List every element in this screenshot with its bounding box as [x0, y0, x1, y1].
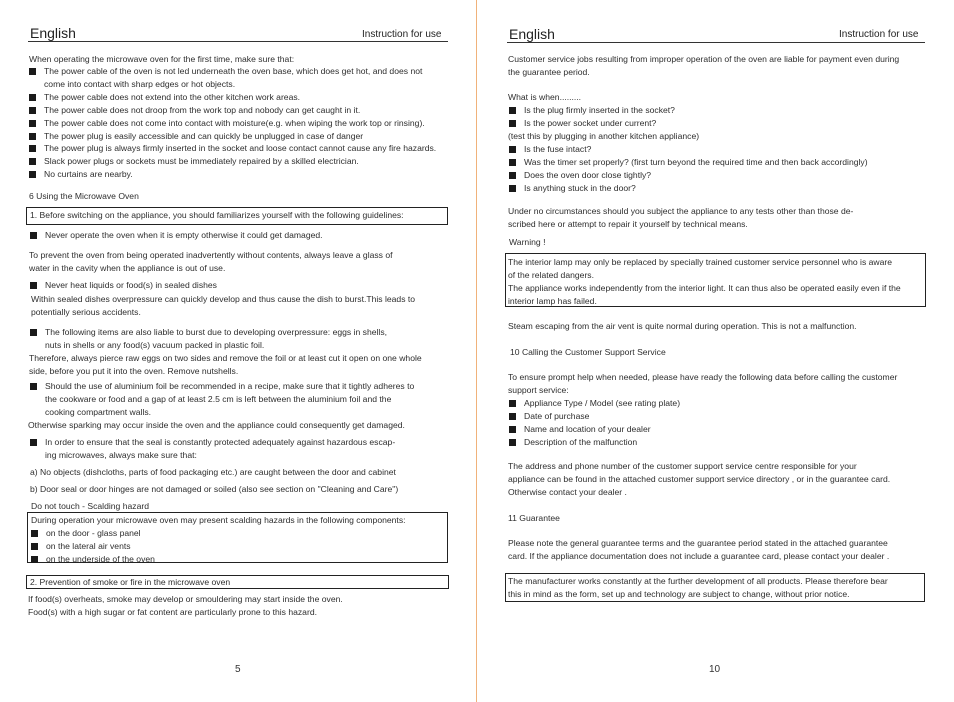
test-note: (test this by plugging in another kitchen appliance) [508, 131, 700, 141]
box-before-switching-text: 1. Before switching on the appliance, you should familiarizes yourself with the following guidelines: [30, 210, 404, 220]
list-item: The power plug is always firmly inserted in the socket and loose contact cannot cause any fire hazards. [29, 142, 436, 155]
bullet-square-icon [30, 282, 37, 289]
list-item: Was the timer set properly? (first turn beyond the required time and then back accordingly) [509, 156, 868, 169]
list-item: on the lateral air vents [31, 540, 444, 553]
warning-label: Warning ! [509, 237, 546, 247]
bullet-square-icon [31, 543, 38, 550]
bullet-square-icon [29, 158, 36, 165]
list-item: The power cable does not come into contact with moisture(e.g. when wiping the work top or rinsing). [29, 117, 436, 130]
manufacturer-box [505, 573, 925, 602]
no-tests-text: Under no circumstances should you subject the appliance to any tests other than those de- scribed here or attempt to repair it yourself by technical means. [508, 206, 854, 229]
prevent-text: To prevent the oven from being operated inadvertently without contents, always leave a glass of water in the cavity when the appliance is out of use. [29, 250, 393, 273]
bullet-square-icon [29, 120, 36, 127]
bullet-square-icon [30, 329, 37, 336]
language-label: English [509, 26, 555, 42]
pierce-eggs-text: Therefore, always pierce raw eggs on two sides and remove the foil or at least cut it open on one whole side, before you put it into the oven. Remove nutshells. [29, 353, 422, 376]
scald-box [27, 512, 448, 563]
list-item: Date of purchase [509, 410, 680, 423]
bullet-square-icon [509, 426, 516, 433]
list-item: No curtains are nearby. [29, 168, 436, 181]
smoke-text: If food(s) overheats, smoke may develop or smouldering may start inside the oven. Food(s) with a high sugar or fat content are particularly prone to this hazard. [28, 594, 343, 617]
support-intro: To ensure prompt help when needed, please have ready the following data before calling the customer support service: [508, 372, 898, 395]
bullet-square-icon [509, 107, 516, 114]
never-empty-item: Never operate the oven when it is empty otherwise it could get damaged. [30, 229, 323, 242]
bullet-square-icon [509, 146, 516, 153]
header-title: Instruction for use [839, 29, 919, 40]
bullet-square-icon [31, 530, 38, 537]
list-item: Is anything stuck in the door? [509, 182, 868, 195]
scald-heading: Do not touch - Scalding hazard [31, 501, 149, 511]
list-item-continued: come into contact with sharp edges or hot objects. [44, 78, 236, 89]
list-item: on the underside of the oven [31, 553, 444, 566]
list-item: Is the plug firmly inserted in the socket? [509, 104, 675, 117]
item-b: b) Door seal or door hinges are not damaged or soiled (also see section on "Cleaning and Care") [30, 484, 399, 494]
item-a: a) No objects (dishcloths, parts of food packaging etc.) are caught between the door and cabinet [30, 467, 396, 477]
burst-item: The following items are also liable to burst due to developing overpressure: eggs in shells, nuts in shells or any food(s) vacuum packed in plastic foil. [30, 326, 387, 352]
sparking-text: Otherwise sparking may occur inside the oven and the appliance could consequently get damaged. [28, 420, 405, 430]
checklist-b [509, 143, 868, 195]
warning-box [505, 253, 926, 307]
page-number: 5 [235, 664, 241, 675]
list-item: The power cable of the oven is not led underneath the oven base, which does get hot, and does not [29, 65, 436, 78]
box-prevention-smoke-text: 2. Prevention of smoke or fire in the microwave oven [30, 577, 231, 587]
bullet-square-icon [29, 145, 36, 152]
bullet-square-icon [509, 439, 516, 446]
header-rule [507, 42, 925, 43]
bullet-square-icon [509, 159, 516, 166]
box-prevention-smoke [26, 575, 449, 589]
bullet-square-icon [29, 68, 36, 75]
language-label: English [30, 25, 76, 41]
guarantee-text: Please note the general guarantee terms and the guarantee period stated in the attached guarantee card. If the appliance documentation does not include a guarantee card, please contact your dealer . [508, 538, 890, 561]
warning-box-text: The interior lamp may only be replaced by specially trained customer service personnel who is aware of the related dangers. The appliance works independently from the interior light. It can thus also be operated easily even if the interior lamp has failed. [508, 257, 901, 306]
list-item: Does the oven door close tightly? [509, 169, 868, 182]
section6-heading: 6 Using the Microwave Oven [29, 191, 139, 201]
steam-text: Steam escaping from the air vent is quite normal during operation. This is not a malfunction. [508, 321, 857, 331]
bullet-square-icon [509, 185, 516, 192]
page-number: 10 [709, 664, 721, 675]
header-title: Instruction for use [362, 29, 442, 40]
box-before-switching [26, 207, 448, 225]
what-is-when: What is when......... [508, 92, 582, 102]
support-data-list [509, 397, 680, 449]
bullet-square-icon [29, 107, 36, 114]
list-item: Is the power socket under current? [509, 117, 675, 130]
header-rule [28, 41, 448, 42]
scald-intro: During operation your microwave oven may present scalding hazards in the following components: [31, 515, 406, 525]
intro-bullet-list [29, 65, 436, 181]
seal-item: In order to ensure that the seal is constantly protected adequately against hazardous escap- ing microwaves, always make sure that: [30, 436, 395, 462]
bullet-square-icon [30, 439, 37, 446]
sealed-dishes-text: Within sealed dishes overpressure can quickly develop and thus cause the dish to burst.This leads to potentially serious accidents. [31, 294, 416, 317]
checklist-a [509, 104, 675, 130]
list-item: The power cable does not droop from the work top and nobody can get caught in it. [29, 104, 436, 117]
list-item: Is the fuse intact? [509, 143, 868, 156]
service-jobs-text: Customer service jobs resulting from improper operation of the oven are liable for payment even during the guarantee period. [508, 54, 900, 77]
list-item: Description of the malfunction [509, 436, 680, 449]
list-item: The power plug is easily accessible and can quickly be unplugged in case of danger [29, 130, 436, 143]
list-item: Appliance Type / Model (see rating plate) [509, 397, 680, 410]
bullet-square-icon [30, 232, 37, 239]
bullet-square-icon [509, 400, 516, 407]
section10-heading: 10 Calling the Customer Support Service [510, 347, 666, 357]
list-item: Name and location of your dealer [509, 423, 680, 436]
aluminium-foil-item: Should the use of aluminium foil be recommended in a recipe, make sure that it tightly adheres to the cookware or food and a gap of at least 2.5 cm is left between the aluminium foil and the cooking compartment walls. [30, 380, 414, 419]
bullet-square-icon [31, 556, 38, 563]
section11-heading: 11 Guarantee [508, 513, 560, 523]
bullet-square-icon [509, 120, 516, 127]
manufacturer-box-text: The manufacturer works constantly at the further development of all products. Please therefore bear this in mind as the form, set up and technology are subject to change, without prior notice. [508, 576, 888, 599]
bullet-square-icon [29, 171, 36, 178]
list-item: The power cable does not extend into the other kitchen work areas. [29, 91, 436, 104]
bullet-square-icon [29, 94, 36, 101]
intro-text: When operating the microwave oven for the first time, make sure that: [29, 54, 295, 64]
bullet-square-icon [509, 413, 516, 420]
list-item: Slack power plugs or sockets must be immediately repaired by a skilled electrician. [29, 155, 436, 168]
page-right [477, 0, 954, 702]
list-item: on the door - glass panel [31, 527, 444, 540]
bullet-square-icon [30, 383, 37, 390]
scald-list [31, 527, 444, 566]
bullet-square-icon [29, 133, 36, 140]
never-heat-item: Never heat liquids or food(s) in sealed dishes [30, 279, 217, 292]
bullet-square-icon [509, 172, 516, 179]
address-text: The address and phone number of the customer support service centre responsible for your appliance can be found in the attached customer support service directory , or in the guarantee card. Otherwise contact your dealer . [508, 461, 891, 497]
